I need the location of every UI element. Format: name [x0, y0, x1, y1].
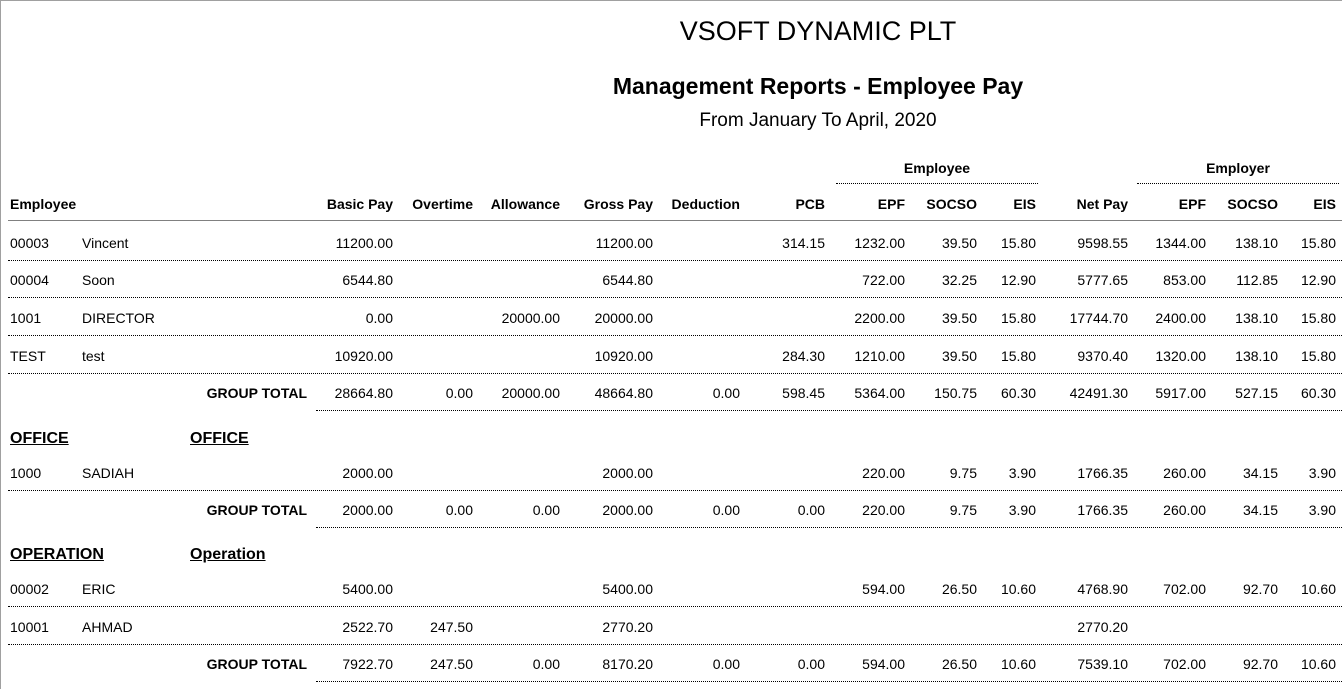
group-code: OFFICE	[10, 430, 69, 447]
cell-allowance: 20000.00	[501, 310, 560, 326]
cell-eis: 12.90	[1000, 272, 1036, 288]
cell-basic-pay: 11200.00	[335, 235, 393, 251]
employer-group-divider	[1137, 183, 1339, 184]
cell-er-epf: 260.00	[1163, 465, 1206, 481]
row-divider	[8, 260, 1342, 261]
cell-er-epf: 1344.00	[1155, 235, 1206, 251]
total-eis: 3.90	[1008, 502, 1036, 518]
cell-gross-pay: 10920.00	[594, 348, 653, 364]
cell-er-socso: 138.10	[1235, 310, 1278, 326]
total-deduction: 0.00	[712, 502, 740, 518]
employee-id: 00004	[10, 272, 49, 288]
total-epf: 594.00	[862, 656, 905, 672]
cell-pcb: 284.30	[782, 348, 825, 364]
col-header-basic-pay: Basic Pay	[326, 196, 393, 212]
total-er-socso: 527.15	[1235, 385, 1278, 401]
total-pcb: 0.00	[797, 502, 825, 518]
cell-epf: 722.00	[862, 272, 905, 288]
total-er-eis: 10.60	[1300, 656, 1336, 672]
cell-net-pay: 4768.90	[1077, 581, 1128, 597]
total-socso: 150.75	[934, 385, 977, 401]
total-overtime: 0.00	[445, 385, 473, 401]
total-pcb: 0.00	[797, 656, 825, 672]
cell-epf: 1210.00	[854, 348, 905, 364]
row-divider	[8, 644, 1342, 645]
total-socso: 26.50	[941, 656, 977, 672]
employee-id: 00003	[10, 235, 49, 251]
col-header-employee: Employee	[10, 196, 77, 212]
cell-socso: 26.50	[941, 581, 977, 597]
cell-basic-pay: 2000.00	[342, 465, 393, 481]
cell-net-pay: 9598.55	[1077, 235, 1128, 251]
cell-epf: 220.00	[862, 465, 905, 481]
employee-name: Vincent	[82, 235, 129, 251]
row-divider	[8, 490, 1342, 491]
cell-eis: 15.80	[1000, 348, 1036, 364]
col-header-allowance: Allowance	[490, 196, 560, 212]
employee-id: TEST	[10, 348, 46, 364]
employee-name: Soon	[82, 272, 115, 288]
cell-eis: 3.90	[1008, 465, 1036, 481]
cell-net-pay: 1766.35	[1077, 465, 1128, 481]
employer-contrib-group-header: Employer	[1206, 160, 1270, 176]
cell-er-eis: 10.60	[1300, 581, 1336, 597]
row-divider	[8, 606, 1342, 607]
total-deduction: 0.00	[712, 656, 740, 672]
cell-net-pay: 17744.70	[1069, 310, 1128, 326]
cell-basic-pay: 6544.80	[342, 272, 393, 288]
cell-eis: 15.80	[1000, 310, 1036, 326]
cell-gross-pay: 5400.00	[602, 581, 653, 597]
cell-gross-pay: 20000.00	[594, 310, 653, 326]
total-epf: 5364.00	[854, 385, 905, 401]
total-net-pay: 1766.35	[1077, 502, 1128, 518]
cell-er-epf: 2400.00	[1155, 310, 1206, 326]
group-total-label: GROUP TOTAL	[206, 656, 307, 672]
cell-epf: 594.00	[862, 581, 905, 597]
total-allowance: 0.00	[532, 502, 560, 518]
total-epf: 220.00	[862, 502, 905, 518]
employee-name: AHMAD	[82, 619, 133, 635]
cell-er-epf: 1320.00	[1155, 348, 1206, 364]
cell-pcb: 314.15	[782, 235, 825, 251]
total-allowance: 20000.00	[501, 385, 560, 401]
cell-er-epf: 853.00	[1163, 272, 1206, 288]
total-gross-pay: 48664.80	[594, 385, 653, 401]
total-er-eis: 60.30	[1300, 385, 1336, 401]
employee-name: ERIC	[82, 581, 116, 597]
group-total-label: GROUP TOTAL	[206, 502, 307, 518]
employee-id: 10001	[10, 619, 49, 635]
total-gross-pay: 2000.00	[602, 502, 653, 518]
col-header-socso: SOCSO	[926, 196, 977, 212]
col-header-employer-eis: EIS	[1313, 196, 1336, 212]
total-pcb: 598.45	[782, 385, 825, 401]
total-allowance: 0.00	[532, 656, 560, 672]
total-basic-pay: 28664.80	[334, 385, 393, 401]
employee-contrib-group-header: Employee	[903, 160, 971, 176]
group-total-label: GROUP TOTAL	[206, 385, 307, 401]
company-name: VSOFT DYNAMIC PLT	[679, 16, 957, 46]
cell-socso: 9.75	[949, 465, 977, 481]
cell-net-pay: 5777.65	[1077, 272, 1128, 288]
report-title: Management Reports - Employee Pay	[612, 73, 1024, 99]
employee-id: 00002	[10, 581, 49, 597]
col-header-employer-socso: SOCSO	[1227, 196, 1278, 212]
cell-socso: 39.50	[941, 235, 977, 251]
employee-name: test	[82, 348, 105, 364]
total-er-epf: 702.00	[1163, 656, 1206, 672]
total-gross-pay: 8170.20	[602, 656, 653, 672]
row-divider	[8, 297, 1342, 298]
cell-er-eis: 15.80	[1300, 310, 1336, 326]
cell-er-socso: 138.10	[1235, 235, 1278, 251]
cell-net-pay: 9370.40	[1077, 348, 1128, 364]
total-er-socso: 92.70	[1242, 656, 1278, 672]
cell-epf: 2200.00	[854, 310, 905, 326]
total-er-epf: 5917.00	[1155, 385, 1206, 401]
col-header-net-pay: Net Pay	[1076, 196, 1128, 212]
col-header-deduction: Deduction	[671, 196, 740, 212]
col-header-pcb: PCB	[795, 196, 825, 212]
cell-net-pay: 2770.20	[1077, 619, 1128, 635]
cell-er-socso: 92.70	[1242, 581, 1278, 597]
header-rule	[8, 220, 1342, 221]
cell-overtime: 247.50	[430, 619, 473, 635]
employee-name: DIRECTOR	[82, 310, 155, 326]
cell-er-eis: 15.80	[1300, 235, 1336, 251]
cell-socso: 39.50	[941, 310, 977, 326]
cell-eis: 10.60	[1000, 581, 1036, 597]
cell-er-eis: 3.90	[1308, 465, 1336, 481]
cell-er-eis: 12.90	[1300, 272, 1336, 288]
group-code: OPERATION	[10, 546, 104, 563]
cell-er-epf: 702.00	[1163, 581, 1206, 597]
total-basic-pay: 7922.70	[342, 656, 393, 672]
report-period: From January To April, 2020	[699, 110, 937, 131]
total-socso: 9.75	[949, 502, 977, 518]
cell-er-eis: 15.80	[1300, 348, 1336, 364]
cell-basic-pay: 5400.00	[342, 581, 393, 597]
cell-er-socso: 138.10	[1235, 348, 1278, 364]
row-divider	[8, 373, 1342, 374]
total-overtime: 247.50	[430, 656, 473, 672]
group-total-rule	[316, 681, 1342, 682]
col-header-eis: EIS	[1013, 196, 1036, 212]
cell-basic-pay: 0.00	[365, 310, 393, 326]
total-deduction: 0.00	[712, 385, 740, 401]
employee-id: 1001	[10, 310, 42, 326]
employee-id: 1000	[10, 465, 42, 481]
group-total-rule	[316, 410, 1342, 411]
total-net-pay: 7539.10	[1077, 656, 1128, 672]
group-name: OFFICE	[190, 430, 249, 447]
row-divider	[8, 335, 1342, 336]
cell-basic-pay: 10920.00	[334, 348, 393, 364]
total-overtime: 0.00	[445, 502, 473, 518]
cell-basic-pay: 2522.70	[342, 619, 393, 635]
total-er-socso: 34.15	[1242, 502, 1278, 518]
col-header-epf: EPF	[877, 196, 905, 212]
col-header-employer-epf: EPF	[1178, 196, 1206, 212]
cell-er-socso: 34.15	[1242, 465, 1278, 481]
total-er-eis: 3.90	[1308, 502, 1336, 518]
cell-gross-pay: 2770.20	[602, 619, 653, 635]
col-header-overtime: Overtime	[412, 196, 473, 212]
cell-epf: 1232.00	[854, 235, 905, 251]
total-eis: 10.60	[1000, 656, 1036, 672]
cell-gross-pay: 2000.00	[602, 465, 653, 481]
total-basic-pay: 2000.00	[342, 502, 393, 518]
cell-gross-pay: 11200.00	[595, 235, 653, 251]
group-name: Operation	[190, 546, 266, 563]
cell-gross-pay: 6544.80	[602, 272, 653, 288]
cell-er-socso: 112.85	[1236, 272, 1278, 288]
cell-eis: 15.80	[1000, 235, 1036, 251]
employee-name: SADIAH	[82, 465, 135, 481]
total-er-epf: 260.00	[1163, 502, 1206, 518]
cell-socso: 32.25	[941, 272, 977, 288]
col-header-gross-pay: Gross Pay	[583, 196, 653, 212]
employee-group-divider	[836, 183, 1038, 184]
total-eis: 60.30	[1000, 385, 1036, 401]
total-net-pay: 42491.30	[1069, 385, 1128, 401]
group-total-rule	[316, 527, 1342, 528]
cell-socso: 39.50	[941, 348, 977, 364]
